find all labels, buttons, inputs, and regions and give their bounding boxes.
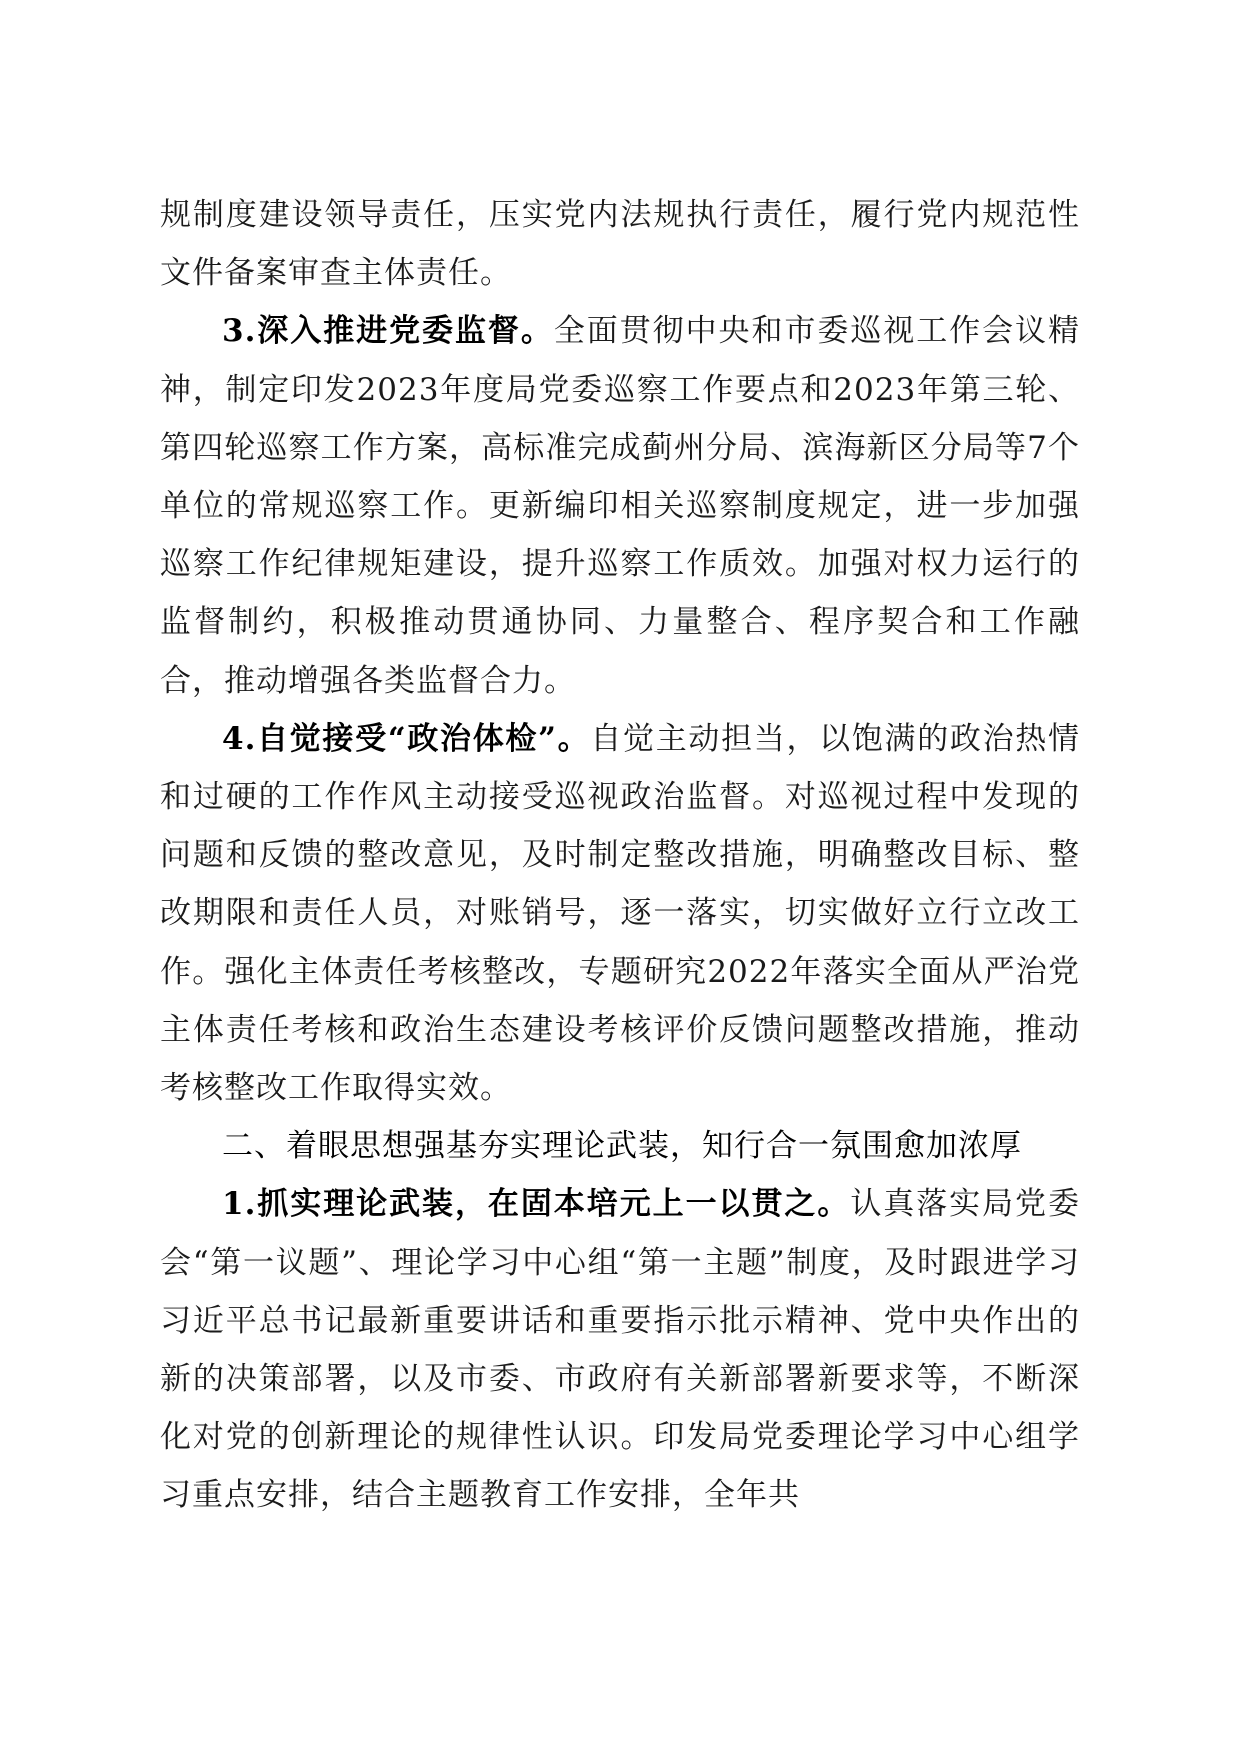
paragraph-theory-armament xyxy=(160,1175,1080,1524)
paragraph-text: 自觉主动担当，以饱满的政治热情和过硬的工作作风主动接受巡视政治监督。对巡视过程中发现的问题和反馈的整改意见，及时制定整改措施，明确整改目标、整改期限和责任人员，对账销号，逐一落实，切实做好立行立改工作。强化主体责任考核整改，专题研究2022年落实全面从严治党主体责任考核和政治生态建设考核评价反馈问题整改措施，推动考核整改工作取得实效。 xyxy=(160,720,1081,1107)
document-page xyxy=(160,186,1080,1525)
paragraph-lead: 4.自觉接受“政治体检”。 xyxy=(222,720,591,757)
paragraph-continuation xyxy=(160,186,1080,302)
paragraph-political-checkup xyxy=(160,710,1080,1117)
paragraph-lead: 1.抓实理论武装，在固本培元上一以贯之。 xyxy=(222,1186,851,1223)
paragraph-text: 认真落实局党委会“第一议题”、理论学习中心组“第一主题”制度，及时跟进学习习近平总书记最新重要讲话和重要指示批示精神、党中央作出的新的决策部署，以及市委、市政府有关新部署新要求等，不断深化对党的创新理论的规律性认识。印发局党委理论学习中心组学习重点安排，结合主题教育工作安排，全年共 xyxy=(160,1186,1080,1514)
paragraph-lead: 3.深入推进党委监督。 xyxy=(222,313,554,350)
paragraph-text: 规制度建设领导责任，压实党内法规执行责任，履行党内规范性文件备案审查主体责任。 xyxy=(160,197,1080,292)
paragraph-party-supervision xyxy=(160,302,1080,709)
paragraph-text: 全面贯彻中央和市委巡视工作会议精神，制定印发2023年度局党委巡察工作要点和2023年第三轮、第四轮巡察工作方案，高标准完成蓟州分局、滨海新区分局等7个单位的常规巡察工作。更新编印相关巡察制度规定，进一步加强巡察工作纪律规矩建设，提升巡察工作质效。加强对权力运行的监督制约，积极推动贯通协同、力量整合、程序契合和工作融合，推动增强各类监督合力。 xyxy=(160,313,1080,699)
section-heading: 二、着眼思想强基夯实理论武装，知行合一氛围愈加浓厚 xyxy=(222,1128,1022,1165)
